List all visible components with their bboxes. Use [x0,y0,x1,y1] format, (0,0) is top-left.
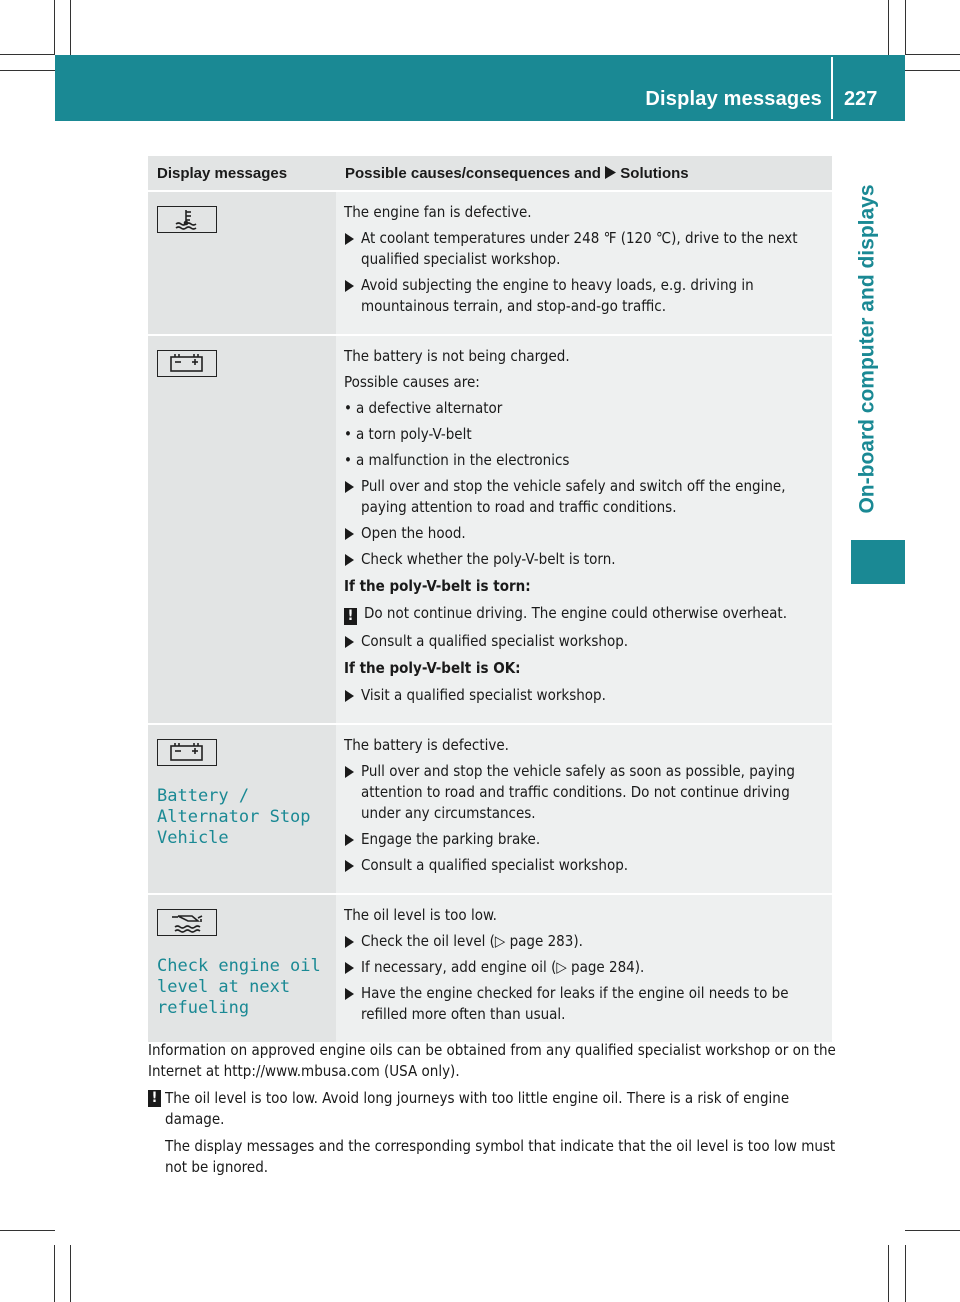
action-step: Avoid subjecting the engine to heavy loads, e.g. driving in mountainous terrain, and stop-and-go traffic. [344,275,826,317]
crop-mark [54,1245,55,1302]
table-row [148,895,832,1042]
oil-warning-text: The oil level is too low. Avoid long journeys with too little engine oil. There is a risk of engine damage. [165,1089,790,1128]
battery-icon [157,350,217,377]
page-title: Display messages [645,88,822,110]
condition-heading: If the poly-V-belt is torn: [344,577,531,595]
action-step: Have the engine checked for leaks if the engine oil needs to be refilled more often than usual. [344,983,826,1025]
display-message-cell [148,192,336,334]
header-divider [831,57,833,119]
notes-section [148,1040,838,1184]
table-row [148,192,832,334]
crop-mark [888,1245,889,1302]
crop-mark [54,0,55,55]
warning-note [344,603,826,625]
crop-mark [905,1245,906,1302]
chapter-label-text: On-board computer and displays [856,184,879,514]
cause-text: The battery is defective. [344,736,509,754]
warning-icon: ! [344,608,357,625]
solutions-cell [336,725,832,893]
condition-heading: If the poly-V-belt is OK: [344,659,521,677]
warning-text: Do not continue driving. The engine could otherwise overheat. [364,604,787,622]
solutions-cell [336,895,832,1042]
coolant-temperature-icon [157,206,217,233]
crop-mark [905,0,906,55]
cause-bullet: • a malfunction in the electronics [344,450,826,471]
crop-mark [0,1230,55,1231]
solutions-cell [336,336,832,723]
solutions-cell [336,192,832,334]
crop-mark [70,1245,71,1302]
column-header-text: Possible causes/consequences and [345,165,606,182]
action-step: At coolant temperatures under 248 ℉ (120 ℃), drive to the next qualified specialist workshop. [344,228,826,270]
action-step: Visit a qualified specialist workshop. [344,685,826,706]
chapter-tab-marker [851,540,905,584]
table-header-row [148,156,832,190]
action-step: Pull over and stop the vehicle safely as soon as possible, paying attention to road and traffic conditions. Do not continue driving under any circumstances. [344,761,826,824]
column-header-display-messages: Display messages [148,156,336,190]
cause-bullet: • a defective alternator [344,398,826,419]
cause-text: The battery is not being charged. [344,347,570,365]
display-message-cell [148,336,336,723]
action-step: If necessary, add engine oil (▷ page 284). [344,957,826,978]
cause-text: Possible causes are: [344,373,480,391]
oil-info-paragraph: Information on approved engine oils can be obtained from any qualified specialist workshop or on the Internet at http://www.mbusa.com (USA only). [148,1041,836,1080]
oil-warning-block [148,1088,838,1178]
action-step: Engage the parking brake. [344,829,826,850]
display-message-text: Battery / Alternator Stop Vehicle [157,786,311,848]
display-message-cell [148,895,336,1042]
battery-icon [157,739,217,766]
table-row [148,725,832,893]
page-number: 227 [844,88,878,110]
cause-text: The oil level is too low. [344,906,497,924]
solution-arrow-icon [605,166,616,179]
cause-bullet: • a torn poly-V-belt [344,424,826,445]
crop-mark [888,0,889,55]
column-header-text: Solutions [616,165,689,182]
crop-mark [905,70,960,71]
crop-mark [905,1230,960,1231]
action-step: Check the oil level (▷ page 283). [344,931,826,952]
warning-icon: ! [148,1090,161,1107]
display-messages-table [148,154,832,1044]
crop-mark [905,54,960,55]
action-step: Consult a qualified specialist workshop. [344,631,826,652]
display-message-cell [148,725,336,893]
chapter-label [851,168,885,530]
table-row [148,336,832,723]
oil-warning-text-2: The display messages and the corresponding symbol that indicate that the oil level is too low must not be ignored. [165,1137,836,1176]
action-step: Open the hood. [344,523,826,544]
crop-mark [70,0,71,55]
crop-mark [0,70,55,71]
cause-text: The engine fan is defective. [344,203,532,221]
action-step: Pull over and stop the vehicle safely and switch off the engine, paying attention to road and traffic conditions. [344,476,826,518]
crop-mark [0,54,55,55]
oil-level-icon [157,909,217,936]
action-step: Check whether the poly-V-belt is torn. [344,549,826,570]
action-step: Consult a qualified specialist workshop. [344,855,826,876]
column-header-solutions [336,156,832,190]
display-message-text: Check engine oil level at next refueling [157,956,321,1018]
